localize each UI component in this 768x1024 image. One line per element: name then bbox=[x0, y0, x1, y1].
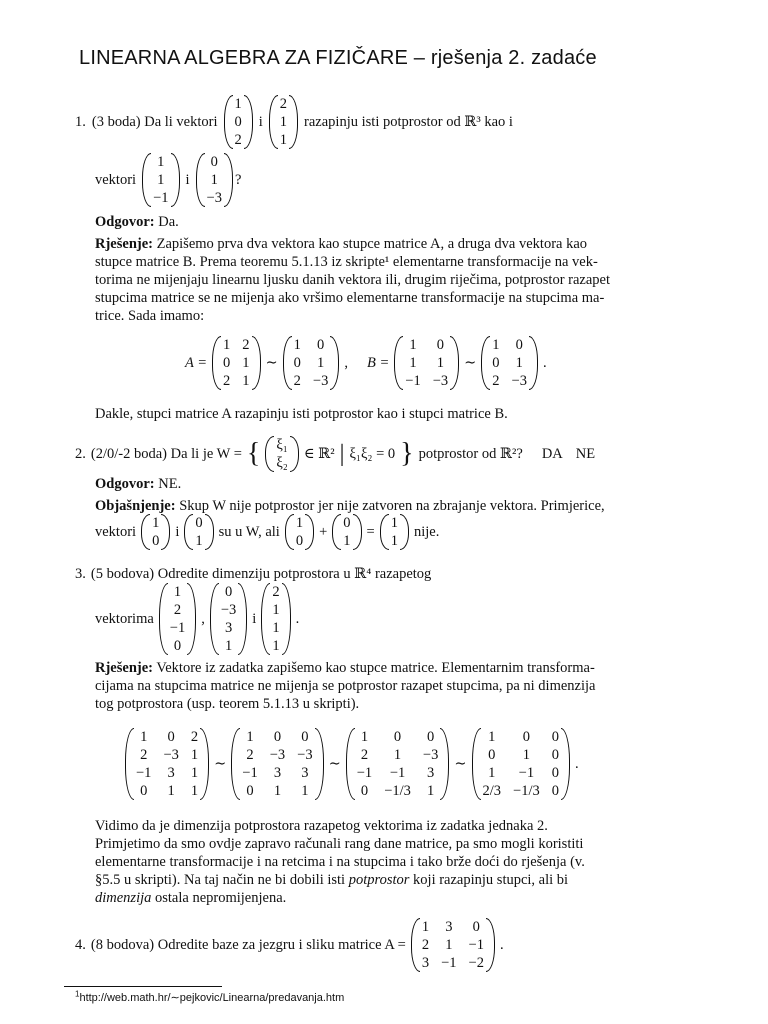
matrix-entry: −1 bbox=[136, 765, 152, 781]
answer-label: Odgovor: bbox=[95, 214, 155, 230]
matrix-entry: 0 bbox=[140, 783, 148, 799]
matrix-entry: 2 bbox=[492, 373, 500, 389]
matrix-entry: 1 bbox=[157, 172, 165, 188]
matrix-entry: −1 bbox=[405, 373, 421, 389]
period: . bbox=[542, 355, 547, 371]
matrix bbox=[394, 336, 459, 390]
paren-right bbox=[252, 336, 261, 390]
matrix-entry: 1 bbox=[390, 533, 398, 549]
problem-text: vektori bbox=[95, 172, 137, 188]
problem-number: 4. bbox=[75, 937, 86, 953]
paren-right bbox=[315, 728, 324, 800]
solution-line: torima ne mijenjaju linearnu ljusku danih vektora ili, drugim riječima, potprostor razapet bbox=[95, 272, 611, 288]
matrix-entry: −3 bbox=[422, 747, 439, 763]
period: . bbox=[499, 937, 504, 953]
paren-left bbox=[210, 583, 219, 655]
period: . bbox=[575, 756, 579, 772]
footnote-rule bbox=[64, 986, 222, 987]
paren-left bbox=[283, 336, 292, 390]
paren-right bbox=[200, 728, 209, 800]
paren-right bbox=[205, 514, 214, 550]
matrix-entries bbox=[221, 336, 252, 390]
problem-text: (5 bodova) Odredite dimenziju potprostora u ℝ⁴ razapetog bbox=[90, 566, 432, 582]
paren-left bbox=[224, 95, 233, 149]
solution-line: Zapišemo prva dva vektora kao stupce matrice A, a druga dva vektora kao bbox=[156, 236, 588, 252]
matrix-entry: 1 bbox=[190, 783, 199, 799]
matrix-entry: 0 bbox=[436, 337, 445, 353]
vector bbox=[380, 514, 409, 550]
matrix-entry: −1 bbox=[356, 765, 373, 781]
paren-left bbox=[380, 514, 389, 550]
matrix-entry: −1/3 bbox=[513, 783, 540, 799]
matrix-entries bbox=[355, 728, 441, 800]
matrix-entry: 0 bbox=[488, 747, 496, 763]
matrix-entry: 1 bbox=[242, 355, 250, 371]
problem-4-statement bbox=[75, 918, 504, 972]
matrix-entry: 3 bbox=[301, 765, 309, 781]
matrix-entry: 3 bbox=[427, 765, 435, 781]
matrix-entry: 1 bbox=[272, 638, 280, 654]
option-da: DA bbox=[541, 446, 563, 462]
matrix-entry: −3 bbox=[269, 747, 286, 763]
problem-text: vektorima bbox=[95, 611, 154, 627]
vector bbox=[159, 583, 196, 655]
matrix-entry: 1 bbox=[234, 96, 242, 112]
matrix-entry: 0 bbox=[522, 729, 531, 745]
matrix-entry: −3 bbox=[432, 373, 449, 389]
matrix-entry: 2 bbox=[242, 337, 250, 353]
explanation-2-cont bbox=[95, 514, 439, 550]
matrix-entry: 1 bbox=[272, 620, 280, 636]
matrix-entry: 0 bbox=[223, 355, 231, 371]
answer-1 bbox=[95, 213, 681, 231]
matrix-entry: ξ₂ bbox=[276, 455, 288, 471]
matrix-entry: 1 bbox=[343, 533, 351, 549]
matrix-entry: 1 bbox=[210, 172, 218, 188]
remark-line: Primjetimo da smo ovdje zapravo računali rang dane matrice, pa smo mogli koristiti bbox=[95, 836, 584, 852]
problem-number: 1. bbox=[75, 114, 86, 130]
vector bbox=[196, 153, 233, 207]
matrix-entry: 0 bbox=[301, 729, 309, 745]
matrix bbox=[212, 336, 261, 390]
solution-label: Rješenje: bbox=[95, 660, 153, 676]
paren-right bbox=[289, 95, 298, 149]
matrix-entries bbox=[481, 728, 562, 800]
footnote-mark: 1 bbox=[75, 989, 80, 999]
paren-left bbox=[142, 153, 151, 207]
solution-line: tog potprostora (usp. teorem 5.1.13 u skripti). bbox=[95, 696, 360, 712]
vector bbox=[261, 583, 290, 655]
matrix-entries bbox=[205, 153, 224, 207]
matrix-entry: −2 bbox=[468, 955, 484, 971]
solution-line: cijama na stupcima matrice ne mijenja se potprostor razapet stupcima, pa ni dimenzija bbox=[95, 678, 596, 694]
conjunction: i bbox=[175, 524, 180, 540]
matrix-entry: 2 bbox=[272, 584, 280, 600]
explanation-text: nije. bbox=[413, 524, 440, 540]
matrix-entry: 3 bbox=[421, 955, 430, 971]
problem-text: potprostor od ℝ²? bbox=[418, 446, 523, 462]
paren-left bbox=[212, 336, 221, 390]
matrix-entry: 1 bbox=[157, 154, 165, 170]
matrix-entry: 1 bbox=[360, 729, 369, 745]
period: . bbox=[295, 611, 300, 627]
matrix-entry: 2 bbox=[173, 602, 182, 618]
paren-right bbox=[529, 336, 538, 390]
problem-1-statement bbox=[75, 95, 513, 149]
explanation-2 bbox=[95, 497, 681, 515]
set-membership: ∈ ℝ² bbox=[303, 446, 335, 462]
paren-right bbox=[187, 583, 196, 655]
matrix-entry: 1 bbox=[515, 355, 523, 371]
matrix-entries bbox=[341, 514, 352, 550]
matrix-entry: −3 bbox=[220, 602, 237, 618]
matrix-entry: 0 bbox=[343, 515, 351, 531]
problem-text: (3 boda) Da li vektori bbox=[91, 114, 218, 130]
matrix-entry: −1 bbox=[242, 765, 258, 781]
matrix bbox=[411, 918, 495, 972]
matrix-entry: 0 bbox=[492, 355, 500, 371]
paren-right bbox=[400, 514, 409, 550]
matrix-entries bbox=[233, 95, 244, 149]
matrix-entry: 1 bbox=[409, 355, 417, 371]
matrix-entries bbox=[270, 583, 281, 655]
matrix-entry: 1 bbox=[445, 937, 453, 953]
vector bbox=[224, 95, 253, 149]
matrix-entry: 1 bbox=[190, 765, 199, 781]
remark-line: §5.5 u skripti). Na taj način ne bi dobili isti bbox=[95, 872, 346, 888]
brace-close: } bbox=[400, 438, 414, 469]
paren-left bbox=[159, 583, 168, 655]
matrix-entry: 1 bbox=[224, 638, 233, 654]
footnote-link[interactable]: http://web.math.hr/∼pejkovic/Linearna/predavanja.htm bbox=[79, 992, 345, 1004]
explanation-text: su u W, ali bbox=[218, 524, 280, 540]
document-title: LINEARNA ALGEBRA ZA FIZIČARE – rješenja 2. zadaće bbox=[79, 47, 597, 69]
vector bbox=[332, 514, 361, 550]
equals-sign: = bbox=[366, 524, 375, 540]
matrix-entry: −3 bbox=[163, 747, 179, 763]
matrix bbox=[481, 336, 538, 390]
remark-emphasis: potprostor bbox=[348, 872, 410, 888]
option-ne: NE bbox=[575, 446, 596, 462]
conclusion-1: Dakle, stupci matrice A razapinju isti potprostor kao i stupci matrice B. bbox=[95, 406, 508, 422]
matrix-entry: 0 bbox=[293, 355, 301, 371]
matrix-entry: 1 bbox=[488, 729, 496, 745]
set-bar: | bbox=[339, 441, 345, 467]
explanation-label: Objašnjenje: bbox=[95, 498, 176, 514]
matrix-entry: 3 bbox=[445, 919, 453, 935]
footnote bbox=[75, 989, 344, 1007]
paren-right bbox=[244, 95, 253, 149]
matrix-entry: 1 bbox=[293, 337, 301, 353]
paren-left bbox=[231, 728, 240, 800]
problem-text: (2/0/-2 boda) Da li je W = bbox=[90, 446, 242, 462]
problem-number: 2. bbox=[75, 446, 86, 462]
paren-left bbox=[265, 436, 274, 472]
matrix-entries bbox=[150, 514, 161, 550]
matrix-entry: 1 bbox=[272, 602, 280, 618]
matrix-entry: 0 bbox=[360, 783, 369, 799]
paren-right bbox=[561, 728, 570, 800]
matrix-entry: 0 bbox=[234, 114, 242, 130]
vector bbox=[184, 514, 213, 550]
matrix-entry: 2 bbox=[360, 747, 369, 763]
matrix-entry: 2/3 bbox=[482, 783, 502, 799]
problem-text: (8 bodova) Odredite baze za jezgru i sliku matrice A = bbox=[90, 937, 406, 953]
matrix-entry: −1/3 bbox=[384, 783, 411, 799]
remark-emphasis: dimenzija bbox=[95, 890, 152, 906]
matrix-entry: 0 bbox=[167, 729, 175, 745]
answer-value: NE. bbox=[158, 476, 182, 492]
paren-left bbox=[411, 918, 420, 972]
matrix-entries bbox=[168, 583, 187, 655]
matrix-entry: 1 bbox=[488, 765, 496, 781]
matrix-entry: 1 bbox=[317, 355, 325, 371]
explanation-line: Skup W nije potprostor jer nije zatvoren na zbrajanje vektora. Primjerice, bbox=[179, 498, 605, 514]
vector bbox=[142, 153, 179, 207]
matrix-entry: −1 bbox=[468, 937, 484, 953]
matrix bbox=[283, 336, 340, 390]
similar-sign: ∼ bbox=[265, 355, 278, 371]
matrix-entry: 0 bbox=[210, 154, 218, 170]
similar-sign: ∼ bbox=[464, 355, 477, 371]
paren-right bbox=[486, 918, 495, 972]
matrix-entry: 2 bbox=[190, 729, 199, 745]
matrix-entry: −3 bbox=[312, 373, 329, 389]
paren-left bbox=[332, 514, 341, 550]
matrix-reduction-3 bbox=[125, 728, 579, 800]
matrix-entries bbox=[420, 918, 486, 972]
matrix-entries bbox=[294, 514, 305, 550]
matrix-entry: 2 bbox=[223, 373, 231, 389]
paren-right bbox=[450, 336, 459, 390]
matrix-entry: 1 bbox=[279, 114, 288, 130]
paren-left bbox=[261, 583, 270, 655]
plus-sign: + bbox=[319, 524, 328, 540]
matrix-entry: 2 bbox=[234, 132, 242, 148]
matrix-entry: 2 bbox=[293, 373, 301, 389]
paren-left bbox=[184, 514, 193, 550]
matrix bbox=[231, 728, 323, 800]
matrix-entry: 2 bbox=[246, 747, 254, 763]
problem-2-statement bbox=[75, 436, 595, 472]
matrix-entry: 1 bbox=[421, 919, 430, 935]
solution-1 bbox=[95, 235, 681, 325]
problem-3-vectors bbox=[95, 583, 299, 655]
matrix bbox=[472, 728, 571, 800]
vector bbox=[141, 514, 170, 550]
matrix-entry: 0 bbox=[195, 515, 203, 531]
matrix-entry: ξ₁ bbox=[276, 437, 288, 453]
matrix-entry: −3 bbox=[511, 373, 527, 389]
comma: , bbox=[344, 355, 348, 371]
matrix-entry: −3 bbox=[206, 190, 222, 206]
matrix-entry: −1 bbox=[153, 190, 169, 206]
matrix-entry: 1 bbox=[301, 783, 309, 799]
matrix-entry: 1 bbox=[522, 747, 531, 763]
matrix-entry: 1 bbox=[492, 337, 500, 353]
matrix-entries bbox=[274, 436, 290, 472]
matrix-entry: 0 bbox=[427, 729, 435, 745]
paren-right bbox=[440, 728, 449, 800]
matrix-entry: 2 bbox=[421, 937, 430, 953]
matrix-entry: 1 bbox=[273, 783, 282, 799]
paren-left bbox=[125, 728, 134, 800]
matrix-entry: 3 bbox=[273, 765, 282, 781]
remark-line: koji razapinju stupci, ali bi bbox=[413, 872, 569, 888]
matrix-entry: 0 bbox=[152, 533, 160, 549]
similar-sign: ∼ bbox=[328, 756, 341, 772]
problem-text: razapinju isti potprostor od ℝ³ kao i bbox=[304, 114, 513, 130]
paren-right bbox=[224, 153, 233, 207]
paren-right bbox=[282, 583, 291, 655]
matrix-equation-1 bbox=[185, 336, 547, 390]
matrix-entry: 0 bbox=[393, 729, 402, 745]
paren-left bbox=[196, 153, 205, 207]
matrix-entries bbox=[292, 336, 331, 390]
matrix-entry: 0 bbox=[173, 638, 182, 654]
matrix-entry: 1 bbox=[246, 729, 254, 745]
similar-sign: ∼ bbox=[214, 756, 227, 772]
vector bbox=[269, 95, 298, 149]
matrix-entries bbox=[240, 728, 314, 800]
matrix-entry: 0 bbox=[317, 337, 325, 353]
answer-label: Odgovor: bbox=[95, 476, 155, 492]
comma: , bbox=[201, 611, 205, 627]
matrix-entry: −1 bbox=[389, 765, 406, 781]
matrix-entries bbox=[403, 336, 450, 390]
equation-lhs: B = bbox=[366, 355, 390, 371]
matrix-entry: 1 bbox=[223, 337, 231, 353]
matrix-entry: 0 bbox=[224, 584, 233, 600]
matrix-entries bbox=[193, 514, 204, 550]
question-mark: ? bbox=[234, 172, 242, 188]
matrix-entry: 0 bbox=[295, 533, 304, 549]
matrix-entry: 1 bbox=[436, 355, 445, 371]
solution-label: Rješenje: bbox=[95, 236, 153, 252]
matrix-entry: 3 bbox=[224, 620, 233, 636]
matrix-entry: −1 bbox=[169, 620, 186, 636]
paren-right bbox=[290, 436, 299, 472]
solution-line: Vektore iz zadatka zapišemo kao stupce matrice. Elementarnim transforma- bbox=[156, 660, 595, 676]
paren-left bbox=[141, 514, 150, 550]
matrix-entry: 1 bbox=[390, 515, 398, 531]
remark-3 bbox=[95, 817, 681, 907]
paren-left bbox=[481, 336, 490, 390]
matrix-entry: −1 bbox=[441, 955, 457, 971]
matrix-entry: 3 bbox=[167, 765, 175, 781]
paren-right bbox=[161, 514, 170, 550]
paren-right bbox=[171, 153, 180, 207]
remark-line: elementarne transformacije i na retcima i na stupcima i tako brže doći do rješenja (v. bbox=[95, 854, 585, 870]
matrix-entry: 2 bbox=[140, 747, 148, 763]
matrix-entry: −1 bbox=[518, 765, 535, 781]
matrix-entry: 1 bbox=[195, 533, 203, 549]
paren-left bbox=[472, 728, 481, 800]
problem-3-statement bbox=[75, 565, 431, 583]
paren-left bbox=[269, 95, 278, 149]
brace-open: { bbox=[246, 438, 261, 469]
matrix-entry: 1 bbox=[393, 747, 402, 763]
paren-left bbox=[346, 728, 355, 800]
matrix-entry: 0 bbox=[551, 765, 559, 781]
vector bbox=[285, 514, 314, 550]
matrix-entries bbox=[219, 583, 238, 655]
explanation-text: vektori bbox=[95, 524, 137, 540]
matrix-entry: 0 bbox=[551, 729, 559, 745]
matrix-entry: 1 bbox=[173, 584, 182, 600]
matrix-entry: 0 bbox=[551, 747, 559, 763]
solution-line: stupcima matrice se ne mijenja ako vršimo elementarne transformacije na stupcima ma- bbox=[95, 290, 605, 306]
paren-right bbox=[330, 336, 339, 390]
remark-line: ostala nepromijenjena. bbox=[155, 890, 287, 906]
matrix-entry: 0 bbox=[551, 783, 559, 799]
matrix-entry: 0 bbox=[472, 919, 480, 935]
matrix-entry: 1 bbox=[167, 783, 175, 799]
paren-right bbox=[238, 583, 247, 655]
matrix-entry: 0 bbox=[246, 783, 254, 799]
matrix-entry: 1 bbox=[295, 515, 304, 531]
similar-sign: ∼ bbox=[454, 756, 467, 772]
matrix-entry: 0 bbox=[273, 729, 282, 745]
conjunction: i bbox=[252, 611, 257, 627]
matrix-entry: 1 bbox=[242, 373, 250, 389]
solution-line: trice. Sada imamo: bbox=[95, 308, 205, 324]
matrix-entry: 1 bbox=[427, 783, 435, 799]
paren-left bbox=[394, 336, 403, 390]
answer-value: Da. bbox=[158, 214, 179, 230]
set-condition: ξ₁ξ₂ = 0 bbox=[349, 446, 396, 462]
matrix bbox=[125, 728, 209, 800]
problem-1-statement-cont bbox=[95, 153, 241, 207]
paren-right bbox=[353, 514, 362, 550]
paren-right bbox=[305, 514, 314, 550]
matrix-entry: 1 bbox=[409, 337, 417, 353]
matrix-entries bbox=[490, 336, 529, 390]
matrix-entries bbox=[278, 95, 289, 149]
paren-left bbox=[285, 514, 294, 550]
matrix-entries bbox=[134, 728, 200, 800]
matrix-entry: 2 bbox=[279, 96, 288, 112]
matrix bbox=[346, 728, 450, 800]
matrix-entry: 0 bbox=[515, 337, 523, 353]
solution-line: stupce matrice B. Prema teoremu 5.1.13 iz skripte¹ elementarne transformacije na vek- bbox=[95, 254, 598, 270]
matrix-entry: 1 bbox=[140, 729, 148, 745]
equation-lhs: A = bbox=[185, 355, 208, 371]
conjunction: i bbox=[185, 172, 190, 188]
remark-line: Vidimo da je dimenzija potprostora razapetog vektorima iz zadatka jednaka 2. bbox=[95, 818, 548, 834]
matrix-entry: 1 bbox=[152, 515, 160, 531]
matrix-entry: −3 bbox=[297, 747, 313, 763]
matrix-entry: 1 bbox=[190, 747, 199, 763]
matrix-entry: 1 bbox=[279, 132, 288, 148]
problem-number: 3. bbox=[75, 566, 86, 582]
answer-2 bbox=[95, 475, 681, 493]
vector bbox=[265, 436, 299, 472]
solution-3 bbox=[95, 659, 681, 713]
matrix-entries bbox=[389, 514, 400, 550]
matrix-entries bbox=[151, 153, 170, 207]
conjunction: i bbox=[258, 114, 263, 130]
vector bbox=[210, 583, 247, 655]
